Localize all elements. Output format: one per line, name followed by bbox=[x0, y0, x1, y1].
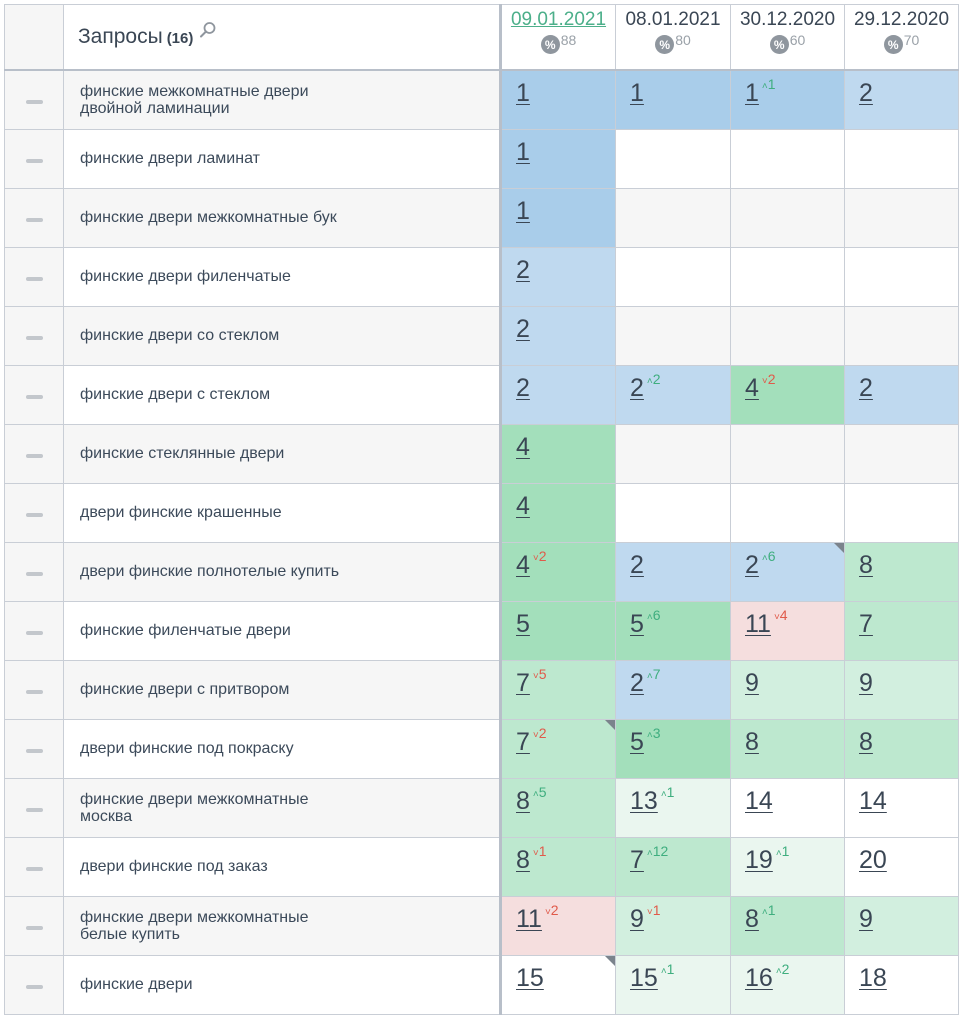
table-row bbox=[5, 778, 959, 837]
query-text: финские двери филенчатые bbox=[80, 268, 291, 285]
position-cell bbox=[731, 896, 845, 955]
date-label[interactable]: 09.01.2021 bbox=[510, 9, 607, 30]
position-change-value: 2 bbox=[538, 724, 547, 741]
minus-icon[interactable] bbox=[26, 513, 43, 517]
date-column-header[interactable] bbox=[731, 5, 845, 71]
table-row bbox=[5, 70, 959, 129]
table-row bbox=[5, 188, 959, 247]
position-value[interactable]: 14 bbox=[745, 786, 773, 815]
row-toggle-cell[interactable] bbox=[5, 601, 64, 660]
query-text: финские стеклянные двери bbox=[80, 445, 285, 462]
position-value[interactable]: 8 bbox=[516, 786, 530, 815]
arrow-up-icon: ˄ bbox=[646, 670, 653, 682]
position-value[interactable]: 2 bbox=[859, 373, 873, 402]
minus-icon[interactable] bbox=[26, 808, 43, 812]
row-toggle-cell[interactable] bbox=[5, 896, 64, 955]
arrow-up-icon: ˄ bbox=[646, 847, 653, 859]
position-change-up bbox=[647, 371, 661, 387]
position-cell bbox=[501, 247, 616, 306]
header-toggle-column bbox=[5, 5, 64, 71]
position-value[interactable]: 9 bbox=[859, 668, 873, 697]
position-change-up bbox=[533, 784, 547, 800]
position-value[interactable]: 8 bbox=[745, 727, 759, 756]
percent-value: 70 bbox=[903, 32, 920, 48]
position-value[interactable]: 1 bbox=[630, 79, 644, 107]
query-text: финские двери со стеклом bbox=[80, 327, 280, 344]
position-cell bbox=[616, 660, 731, 719]
table-row bbox=[5, 660, 959, 719]
table-row bbox=[5, 424, 959, 483]
row-toggle-cell[interactable] bbox=[5, 129, 64, 188]
position-change-value: 5 bbox=[538, 665, 547, 682]
position-value[interactable]: 2 bbox=[516, 373, 530, 402]
position-value[interactable]: 2 bbox=[859, 79, 873, 107]
position-cell bbox=[731, 719, 845, 778]
position-value[interactable]: 5 bbox=[630, 609, 644, 638]
corner-flag-icon bbox=[834, 543, 844, 553]
query-text: финские двери с стеклом bbox=[80, 386, 271, 403]
position-value[interactable]: 1 bbox=[516, 196, 530, 225]
position-cell bbox=[501, 483, 616, 542]
position-value[interactable]: 8 bbox=[745, 904, 759, 933]
table-row bbox=[5, 837, 959, 896]
query-text: финские межкомнатные двери двойной ламинации bbox=[80, 82, 309, 117]
position-cell bbox=[731, 70, 845, 129]
visibility-percent bbox=[884, 32, 920, 54]
position-change-down bbox=[533, 725, 547, 741]
percent-value: 80 bbox=[675, 32, 691, 48]
position-change-down bbox=[533, 548, 547, 564]
query-cell bbox=[64, 483, 501, 542]
position-cell bbox=[501, 188, 616, 247]
query-cell bbox=[64, 837, 501, 896]
row-toggle-cell[interactable] bbox=[5, 955, 64, 1014]
position-value[interactable]: 4 bbox=[516, 432, 530, 461]
query-cell bbox=[64, 70, 501, 129]
position-value[interactable]: 8 bbox=[516, 845, 530, 874]
position-change-value: 1 bbox=[538, 842, 547, 859]
row-toggle-cell[interactable] bbox=[5, 247, 64, 306]
corner-flag-icon bbox=[605, 956, 615, 966]
position-change-down bbox=[533, 666, 547, 682]
position-value[interactable]: 7 bbox=[516, 668, 530, 697]
arrow-up-icon: ˄ bbox=[660, 965, 667, 977]
percent-icon: % bbox=[770, 35, 789, 54]
arrow-down-icon: ˅ bbox=[773, 611, 780, 623]
position-value[interactable]: 7 bbox=[859, 609, 873, 638]
position-value[interactable]: 8 bbox=[859, 727, 873, 756]
position-value[interactable]: 20 bbox=[859, 845, 887, 874]
position-cell bbox=[501, 542, 616, 601]
table-row bbox=[5, 306, 959, 365]
arrow-down-icon: ˅ bbox=[544, 906, 551, 918]
visibility-percent bbox=[770, 32, 806, 54]
position-cell-empty bbox=[845, 129, 959, 188]
position-change-up bbox=[647, 725, 661, 741]
position-cell bbox=[501, 365, 616, 424]
position-value[interactable]: 8 bbox=[859, 550, 873, 579]
position-change-value: 1 bbox=[652, 901, 661, 918]
table-row bbox=[5, 129, 959, 188]
row-toggle-cell[interactable] bbox=[5, 306, 64, 365]
arrow-down-icon: ˅ bbox=[532, 847, 539, 859]
position-change-value: 5 bbox=[538, 783, 547, 800]
date-label[interactable]: 29.12.2020 bbox=[853, 9, 950, 30]
position-value[interactable]: 2 bbox=[630, 550, 644, 579]
position-cell-empty bbox=[616, 483, 731, 542]
position-cell bbox=[501, 424, 616, 483]
position-change-down bbox=[545, 902, 559, 918]
query-text: финские двери межкомнатные москва bbox=[80, 790, 309, 825]
position-value[interactable]: 18 bbox=[859, 963, 887, 992]
arrow-down-icon: ˅ bbox=[532, 729, 539, 741]
position-cell bbox=[501, 837, 616, 896]
position-cell bbox=[845, 778, 959, 837]
position-value[interactable]: 7 bbox=[630, 845, 644, 874]
arrow-up-icon: ˄ bbox=[775, 847, 782, 859]
minus-icon[interactable] bbox=[26, 749, 43, 753]
position-value[interactable]: 2 bbox=[630, 373, 644, 402]
percent-icon: % bbox=[541, 35, 560, 54]
position-cell bbox=[845, 837, 959, 896]
query-text: финские филенчатые двери bbox=[80, 622, 291, 639]
date-label[interactable]: 08.01.2021 bbox=[625, 9, 721, 30]
query-text: двери финские под заказ bbox=[80, 858, 268, 875]
row-toggle-cell[interactable] bbox=[5, 837, 64, 896]
query-text: двери финские крашенные bbox=[80, 504, 282, 521]
position-cell bbox=[731, 837, 845, 896]
position-cell bbox=[731, 365, 845, 424]
query-text: двери финские полнотелые купить bbox=[80, 563, 340, 580]
position-cell bbox=[845, 365, 959, 424]
position-cell bbox=[731, 660, 845, 719]
search-icon[interactable] bbox=[199, 21, 217, 39]
row-toggle-cell[interactable] bbox=[5, 188, 64, 247]
position-change-value: 1 bbox=[666, 783, 675, 800]
position-value[interactable]: 1 bbox=[516, 137, 530, 166]
position-cell bbox=[731, 778, 845, 837]
position-cell bbox=[616, 778, 731, 837]
position-value[interactable]: 15 bbox=[516, 963, 544, 992]
position-change-value: 1 bbox=[767, 76, 776, 92]
position-value[interactable]: 9 bbox=[630, 904, 644, 933]
row-toggle-cell[interactable] bbox=[5, 660, 64, 719]
minus-icon[interactable] bbox=[26, 454, 43, 458]
date-column-header[interactable] bbox=[616, 5, 731, 71]
table-header-row bbox=[5, 5, 959, 71]
minus-icon[interactable] bbox=[26, 690, 43, 694]
position-change-value: 12 bbox=[652, 842, 669, 859]
query-text: двери финские под покраску bbox=[80, 740, 294, 757]
position-value[interactable]: 5 bbox=[630, 727, 644, 756]
row-toggle-cell[interactable] bbox=[5, 778, 64, 837]
position-change-value: 2 bbox=[781, 960, 790, 977]
visibility-percent bbox=[541, 32, 577, 54]
position-value[interactable]: 4 bbox=[516, 491, 530, 520]
position-cell-empty bbox=[731, 306, 845, 365]
query-text: финские двери межкомнатные бук bbox=[80, 209, 337, 226]
position-cell bbox=[501, 129, 616, 188]
position-change-up bbox=[762, 548, 776, 564]
position-cell-empty bbox=[845, 306, 959, 365]
position-cell bbox=[845, 719, 959, 778]
position-cell bbox=[501, 955, 616, 1014]
minus-icon[interactable] bbox=[26, 867, 43, 871]
row-toggle-cell[interactable] bbox=[5, 483, 64, 542]
query-cell bbox=[64, 247, 501, 306]
table-row bbox=[5, 483, 959, 542]
arrow-up-icon: ˄ bbox=[761, 552, 768, 564]
position-value[interactable]: 2 bbox=[745, 550, 759, 579]
position-change-down bbox=[533, 843, 547, 859]
query-text: финские двери с притвором bbox=[80, 681, 290, 698]
query-cell bbox=[64, 365, 501, 424]
positions-table bbox=[4, 4, 959, 1015]
arrow-down-icon: ˅ bbox=[761, 375, 768, 387]
position-cell bbox=[616, 896, 731, 955]
row-toggle-cell[interactable] bbox=[5, 70, 64, 129]
position-cell bbox=[616, 719, 731, 778]
minus-icon[interactable] bbox=[26, 572, 43, 576]
minus-icon[interactable] bbox=[26, 159, 43, 163]
position-value[interactable]: 7 bbox=[516, 727, 530, 756]
table-row bbox=[5, 247, 959, 306]
arrow-down-icon: ˅ bbox=[532, 552, 539, 564]
position-change-value: 6 bbox=[652, 606, 661, 623]
position-change-value: 2 bbox=[550, 901, 559, 918]
row-toggle-cell[interactable] bbox=[5, 719, 64, 778]
position-value[interactable]: 15 bbox=[630, 963, 658, 992]
position-change-down bbox=[647, 902, 661, 918]
position-cell-empty bbox=[616, 188, 731, 247]
query-cell bbox=[64, 306, 501, 365]
position-cell bbox=[731, 542, 845, 601]
position-value[interactable]: 14 bbox=[859, 786, 887, 815]
position-cell-empty bbox=[845, 188, 959, 247]
position-change-value: 2 bbox=[652, 370, 661, 387]
query-cell bbox=[64, 601, 501, 660]
position-change-up bbox=[776, 843, 790, 859]
position-cell bbox=[845, 955, 959, 1014]
date-label[interactable]: 30.12.2020 bbox=[739, 9, 836, 30]
position-value[interactable]: 2 bbox=[516, 255, 530, 284]
position-cell bbox=[616, 70, 731, 129]
position-cell bbox=[845, 542, 959, 601]
minus-icon[interactable] bbox=[26, 985, 43, 989]
query-cell bbox=[64, 188, 501, 247]
query-cell bbox=[64, 129, 501, 188]
position-cell bbox=[501, 719, 616, 778]
arrow-up-icon: ˄ bbox=[761, 906, 768, 918]
arrow-up-icon: ˄ bbox=[646, 375, 653, 387]
position-cell-empty bbox=[731, 483, 845, 542]
table-row bbox=[5, 365, 959, 424]
position-change-value: 3 bbox=[652, 724, 661, 741]
position-cell bbox=[616, 837, 731, 896]
position-cell-empty bbox=[845, 483, 959, 542]
position-value[interactable]: 11 bbox=[745, 609, 771, 638]
query-cell bbox=[64, 778, 501, 837]
position-value[interactable]: 2 bbox=[516, 314, 530, 343]
position-change-down bbox=[762, 371, 776, 387]
table-row bbox=[5, 542, 959, 601]
arrow-up-icon: ˄ bbox=[761, 81, 768, 92]
arrow-down-icon: ˅ bbox=[532, 670, 539, 682]
query-cell bbox=[64, 542, 501, 601]
percent-value: 88 bbox=[560, 32, 577, 48]
arrow-up-icon: ˄ bbox=[775, 965, 782, 977]
query-cell bbox=[64, 719, 501, 778]
position-cell-empty bbox=[616, 424, 731, 483]
percent-icon: % bbox=[655, 35, 674, 54]
position-cell bbox=[501, 896, 616, 955]
position-change-value: 7 bbox=[652, 665, 661, 682]
position-value[interactable]: 19 bbox=[745, 845, 773, 874]
position-cell bbox=[845, 896, 959, 955]
position-value[interactable]: 1 bbox=[745, 79, 759, 107]
queries-count: (16) bbox=[166, 30, 194, 47]
position-cell bbox=[616, 955, 731, 1014]
position-cell-empty bbox=[731, 188, 845, 247]
position-cell bbox=[501, 660, 616, 719]
position-cell-empty bbox=[731, 247, 845, 306]
position-change-up bbox=[661, 961, 675, 977]
position-cell bbox=[616, 542, 731, 601]
minus-icon[interactable] bbox=[26, 631, 43, 635]
position-cell bbox=[501, 70, 616, 129]
date-column-header[interactable] bbox=[501, 5, 616, 71]
position-value[interactable]: 11 bbox=[516, 904, 542, 933]
position-cell bbox=[845, 601, 959, 660]
position-value[interactable]: 1 bbox=[516, 79, 530, 107]
minus-icon[interactable] bbox=[26, 100, 43, 104]
corner-flag-icon bbox=[605, 720, 615, 730]
position-cell-empty bbox=[616, 306, 731, 365]
position-cell-empty bbox=[731, 424, 845, 483]
minus-icon[interactable] bbox=[26, 277, 43, 281]
query-cell bbox=[64, 955, 501, 1014]
position-cell bbox=[731, 955, 845, 1014]
minus-icon[interactable] bbox=[26, 926, 43, 930]
position-change-value: 6 bbox=[767, 547, 776, 564]
position-change-up bbox=[647, 607, 661, 623]
position-cell bbox=[501, 306, 616, 365]
position-value[interactable]: 13 bbox=[630, 786, 658, 815]
position-value[interactable]: 9 bbox=[745, 668, 759, 697]
arrow-up-icon: ˄ bbox=[660, 788, 667, 800]
table-row bbox=[5, 719, 959, 778]
position-value[interactable]: 4 bbox=[745, 373, 759, 402]
percent-value: 60 bbox=[789, 32, 806, 48]
position-change-up bbox=[776, 961, 790, 977]
visibility-percent bbox=[655, 32, 691, 54]
row-toggle-cell[interactable] bbox=[5, 542, 64, 601]
position-change-up bbox=[762, 902, 776, 918]
arrow-down-icon: ˅ bbox=[646, 906, 653, 918]
position-cell-empty bbox=[616, 247, 731, 306]
position-change-value: 1 bbox=[767, 901, 776, 918]
position-change-up bbox=[647, 843, 668, 859]
query-text: финские двери межкомнатные белые купить bbox=[80, 908, 309, 943]
position-cell bbox=[616, 601, 731, 660]
table-row bbox=[5, 896, 959, 955]
position-cell-empty bbox=[731, 129, 845, 188]
position-value[interactable]: 4 bbox=[516, 550, 530, 579]
table-row bbox=[5, 601, 959, 660]
table-row bbox=[5, 955, 959, 1014]
minus-icon[interactable] bbox=[26, 395, 43, 399]
query-cell bbox=[64, 424, 501, 483]
query-cell bbox=[64, 660, 501, 719]
position-change-value: 2 bbox=[767, 370, 776, 387]
queries-header bbox=[64, 5, 501, 71]
table-body bbox=[5, 70, 959, 1014]
arrow-up-icon: ˄ bbox=[532, 788, 539, 800]
position-change-value: 1 bbox=[781, 842, 790, 859]
position-cell bbox=[616, 365, 731, 424]
position-cell bbox=[845, 70, 959, 129]
query-cell bbox=[64, 896, 501, 955]
position-change-up bbox=[661, 784, 675, 800]
position-cell-empty bbox=[616, 129, 731, 188]
arrow-up-icon: ˄ bbox=[646, 729, 653, 741]
position-cell bbox=[501, 601, 616, 660]
queries-title: Запросы bbox=[78, 25, 163, 48]
minus-icon[interactable] bbox=[26, 218, 43, 222]
position-change-value: 4 bbox=[779, 606, 788, 623]
position-change-up bbox=[647, 666, 661, 682]
position-change-value: 1 bbox=[666, 960, 675, 977]
position-cell-empty bbox=[845, 247, 959, 306]
arrow-up-icon: ˄ bbox=[646, 611, 653, 623]
position-cell bbox=[845, 660, 959, 719]
query-text: финские двери bbox=[80, 976, 193, 993]
percent-icon: % bbox=[884, 35, 903, 54]
position-cell bbox=[731, 601, 845, 660]
position-change-up bbox=[762, 76, 776, 92]
position-change-value: 2 bbox=[538, 547, 547, 564]
position-change-down bbox=[774, 607, 788, 623]
date-column-header[interactable] bbox=[845, 5, 959, 71]
row-toggle-cell[interactable] bbox=[5, 365, 64, 424]
query-text: финские двери ламинат bbox=[80, 150, 260, 167]
minus-icon[interactable] bbox=[26, 336, 43, 340]
position-value[interactable]: 2 bbox=[630, 668, 644, 697]
position-cell bbox=[501, 778, 616, 837]
position-cell-empty bbox=[845, 424, 959, 483]
position-value[interactable]: 5 bbox=[516, 609, 530, 638]
row-toggle-cell[interactable] bbox=[5, 424, 64, 483]
position-value[interactable]: 16 bbox=[745, 963, 773, 992]
position-value[interactable]: 9 bbox=[859, 904, 873, 933]
